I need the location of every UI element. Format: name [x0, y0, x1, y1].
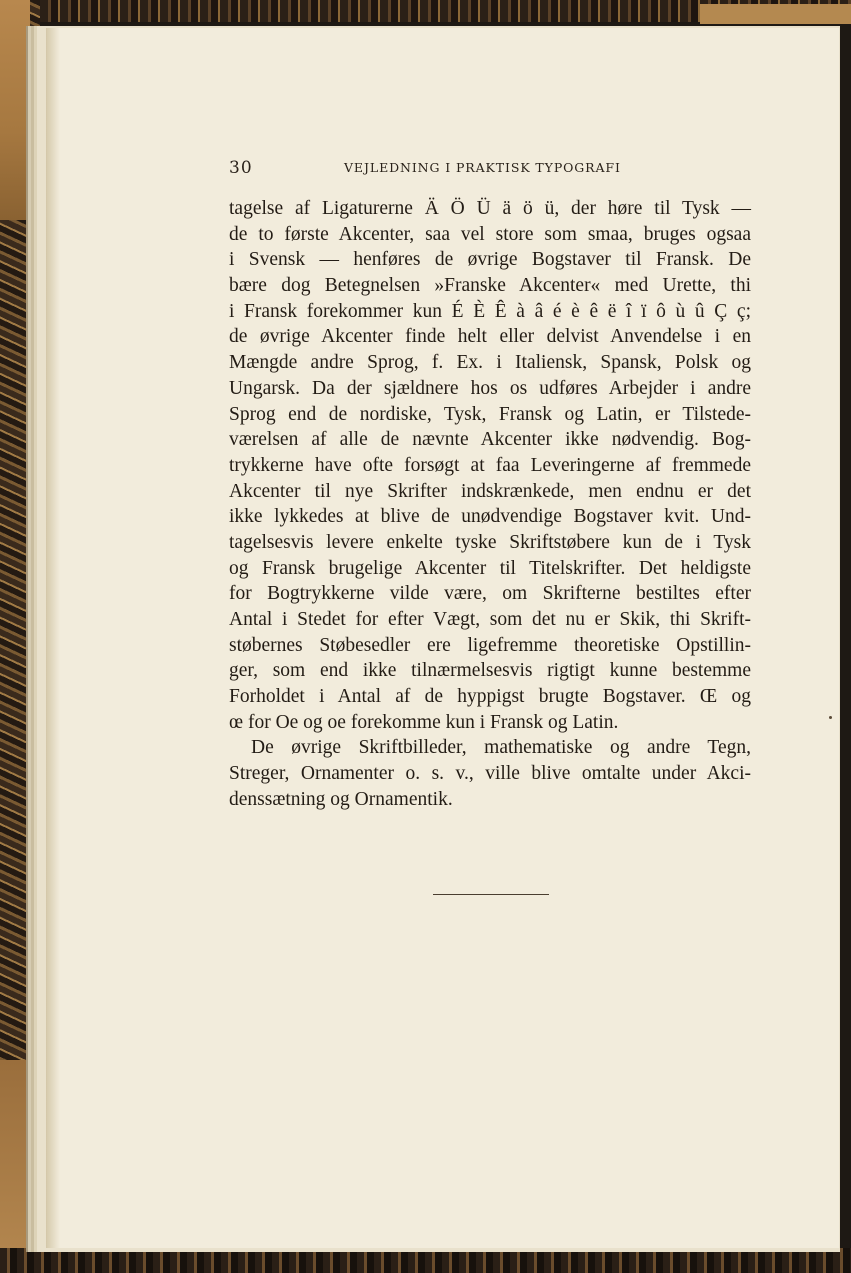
paper-speck [829, 716, 832, 719]
text-line: ikke lykkedes at blive de unødvendige Bogstaver kvit. Und- [229, 506, 751, 528]
page-header [229, 158, 751, 180]
text-line: Forholdet i Antal af de hyppigst brugte Bogstaver. Œ og [229, 686, 751, 708]
text-line: tagelsesvis levere enkelte tyske Skriftstøbere kun de i Tysk [229, 531, 751, 553]
text-line: Antal i Stedet for efter Vægt, som det nu er Skik, thi Skrift- [229, 609, 751, 630]
paragraph-1 [229, 196, 751, 735]
text-line: i Fransk forekommer kun É È Ê à â é è ê ë î ï ô ù û Ç ç; [229, 300, 751, 322]
text-line: ger, som end ikke tilnærmelsesvis rigtigt kunne bestemme [229, 660, 751, 682]
text-line: Akcenter til nye Skrifter indskrænkede, men endnu er det [229, 480, 751, 502]
paragraph-2 [229, 735, 751, 812]
text-line: Streger, Ornamenter o. s. v., ville blive omtalte under Akci- [229, 763, 751, 785]
text-line: tagelse af Ligaturerne Ä Ö Ü ä ö ü, der høre til Tysk — [229, 198, 751, 219]
text-line: i Svensk — henføres de øvrige Bogstaver til Fransk. De [229, 249, 751, 271]
text-line: for Bogtrykkerne vilde være, om Skrifterne bestiltes efter [229, 583, 751, 605]
text-line: værelsen af alle de nævnte Akcenter ikke nødvendig. Bog- [229, 429, 751, 451]
text-line: denssætning og Ornamentik. [229, 788, 453, 810]
text-line: og Fransk brugelige Akcenter til Titelskrifter. Det heldigste [229, 557, 751, 579]
text-line: de øvrige Akcenter finde helt eller delvist Anvendelse i en [229, 326, 751, 348]
top-leather-corner [700, 4, 851, 24]
end-rule [433, 894, 549, 895]
text-line: bære dog Betegnelsen »Franske Akcenter« med Urette, thi [229, 275, 751, 297]
text-line: støbernes Støbesedler ere ligefremme theoretiske Opstillin- [229, 634, 751, 656]
running-title: VEJLEDNING I PRAKTISK TYPOGRAFI [344, 160, 621, 175]
text-line: Sprog end de nordiske, Tysk, Fransk og Latin, er Tilstede- [229, 403, 751, 425]
text-line: œ for Oe og oe forekomme kun i Fransk og Latin. [229, 711, 619, 733]
body-text [229, 196, 751, 813]
text-line: Mængde andre Sprog, f. Ex. i Italiensk, Spansk, Polsk og [229, 352, 751, 374]
gutter-shadow [46, 28, 60, 1248]
text-line: Ungarsk. Da der sjældnere hos os udføres Arbejder i andre [229, 377, 751, 399]
text-line: trykkerne have ofte forsøgt at faa Leveringerne af fremmede [229, 454, 751, 476]
page-number: 30 [229, 158, 253, 178]
text-line: De øvrige Skriftbilleder, mathematiske og andre Tegn, [251, 737, 751, 759]
text-line: de to første Akcenter, saa vel store som smaa, bruges ogsaa [229, 223, 751, 245]
